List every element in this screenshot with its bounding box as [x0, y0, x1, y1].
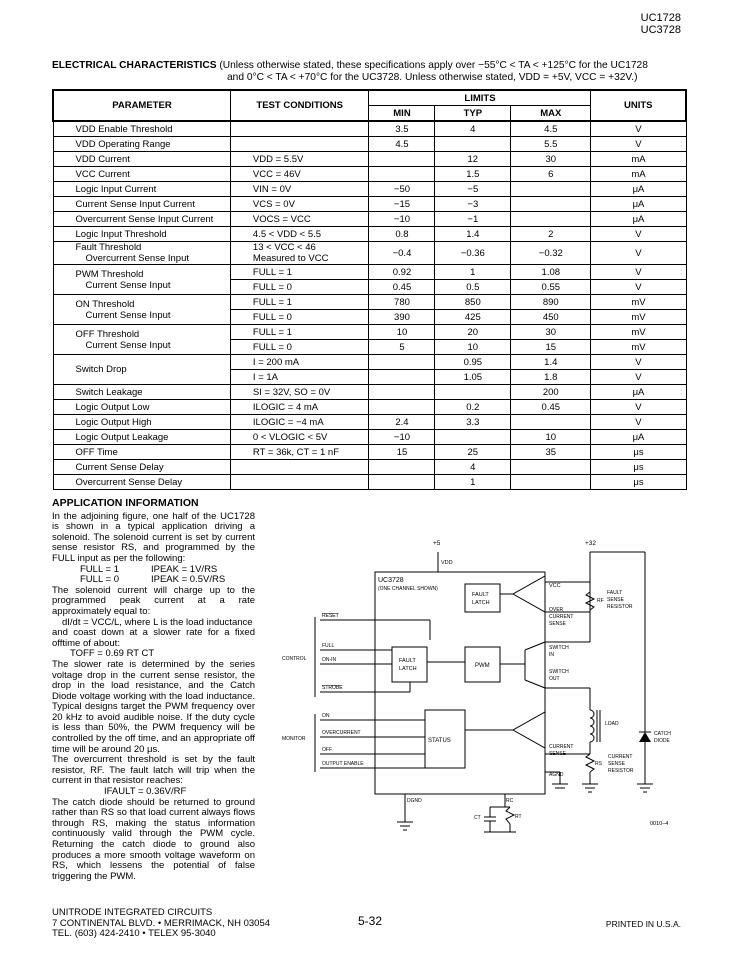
test-cell	[230, 137, 369, 152]
max-cell: 30	[511, 152, 591, 167]
max-cell	[511, 475, 591, 490]
min-cell	[369, 460, 435, 475]
min-cell: −10	[369, 430, 435, 445]
ec-conditions-line1: (Unless otherwise stated, these specifications apply over −55°C < TA < +125°C for the UC1728	[219, 60, 648, 71]
table-row	[53, 415, 686, 430]
svg-text:DGND: DGND	[407, 798, 422, 804]
test-cell: 4.5 < VDD < 5.5	[230, 227, 369, 242]
typ-cell: −3	[435, 197, 511, 212]
min-cell: 2.4	[369, 415, 435, 430]
table-row	[53, 460, 686, 475]
max-cell	[511, 182, 591, 197]
param-cell: Switch Leakage	[53, 385, 230, 400]
test-cell: 0 < VLOGIC < 5V	[230, 430, 369, 445]
u-cell: mV	[591, 340, 686, 355]
unit-cell: V	[591, 227, 686, 242]
svg-text:SWITCH: SWITCH	[549, 669, 569, 675]
max-cell: 35	[511, 445, 591, 460]
part-numbers	[641, 12, 681, 36]
test-cell: FULL = 0	[230, 310, 369, 325]
max-cell: 30	[511, 325, 591, 340]
svg-text:RF: RF	[597, 598, 604, 604]
table-row	[53, 265, 686, 280]
param-cell: Current Sense Delay	[53, 460, 230, 475]
application-information	[52, 498, 255, 882]
svg-text:IN: IN	[549, 652, 554, 658]
svg-text:STROBE: STROBE	[322, 685, 343, 691]
svg-text:VDD: VDD	[441, 560, 453, 566]
svg-text:SWITCH: SWITCH	[549, 645, 569, 651]
table-row	[53, 400, 686, 415]
app-equation: TOFF = 0.69 RT CT	[70, 648, 155, 660]
typ-cell: 1	[435, 475, 511, 490]
typ-cell	[435, 385, 511, 400]
param-cell: Logic Output High	[53, 415, 230, 430]
svg-text:SENSE: SENSE	[607, 597, 624, 603]
table-row	[53, 212, 686, 227]
max-cell: 15	[511, 340, 591, 355]
param-cell: Switch Drop	[53, 355, 230, 385]
max-cell: 6	[511, 167, 591, 182]
max-cell: 890	[511, 295, 591, 310]
typ-cell: −5	[435, 182, 511, 197]
typ-cell: 10	[435, 340, 511, 355]
svg-text:LOAD: LOAD	[605, 721, 619, 727]
param-cell: Logic Output Leakage	[53, 430, 230, 445]
app-paragraph: The overcurrent threshold is set by the fault resistor, RF. The fault latch will trip when the current in that resistor reaches:	[52, 754, 255, 787]
part-number-1: UC1728	[640, 12, 681, 24]
ec-conditions-line2: and 0°C < TA < +70°C for the UC3728. Unless otherwise stated, VDD = +5V, VCC = +32V.)	[227, 72, 638, 83]
max-cell: 4.5	[511, 121, 591, 137]
svg-text:RESISTOR: RESISTOR	[608, 768, 634, 774]
table-row	[53, 152, 686, 167]
header-limits: LIMITS	[369, 90, 591, 106]
unit-cell: V	[591, 137, 686, 152]
test-cell: I = 1A	[230, 370, 369, 385]
company-name: UNITRODE INTEGRATED CIRCUITS	[52, 907, 213, 918]
table-row	[53, 445, 686, 460]
svg-text:+5: +5	[433, 540, 441, 547]
app-paragraph: dI/dt = VCC/L, where L is the load inductance	[62, 616, 253, 628]
unit-cell: μs	[591, 445, 686, 460]
page-number: 5-32	[358, 914, 383, 928]
svg-text:STATUS: STATUS	[428, 738, 451, 744]
app-paragraph: The slower rate is determined by the series voltage drop in the current sense resistor, the drop in the load resistance, and the Catch Diode voltage working with the load inductance. Typical designs target the PWM frequency over 20 kHz to avoid audible noise. If the duty cycle is less than 50%, the PWM frequency will be controlled by the off time, and an appropriate off time will be around 20 μs.	[52, 658, 255, 755]
svg-text:FAULT: FAULT	[472, 592, 489, 598]
test-cell: FULL = 0	[230, 340, 369, 355]
param-cell: Fault Threshold Overcurrent Sense Input	[53, 242, 230, 265]
max-cell	[511, 212, 591, 227]
test-cell: FULL = 1	[230, 325, 369, 340]
param-cell: VDD Operating Range	[53, 137, 230, 152]
u-cell: V	[591, 242, 686, 265]
min-cell: −10	[369, 212, 435, 227]
ec-title: ELECTRICAL CHARACTERISTICS	[52, 60, 217, 71]
test-cell: VCC = 46V	[230, 167, 369, 182]
min-cell	[369, 385, 435, 400]
unit-cell: μs	[591, 460, 686, 475]
min-cell: 780	[369, 295, 435, 310]
min-cell: −15	[369, 197, 435, 212]
unit-cell: μs	[591, 475, 686, 490]
table-row	[53, 167, 686, 182]
svg-text:(ONE CHANNEL SHOWN): (ONE CHANNEL SHOWN)	[378, 586, 438, 592]
min-cell: 0.8	[369, 227, 435, 242]
app-equation: IFAULT = 0.36V/RF	[104, 786, 187, 798]
typ-cell: 1.4	[435, 227, 511, 242]
svg-text:OVER: OVER	[549, 607, 564, 613]
company-phone: TEL. (603) 424-2410 • TELEX 95-3040	[52, 928, 216, 939]
svg-text:CATCH: CATCH	[654, 731, 671, 737]
company-street: 7 CONTINENTAL BLVD. • MERRIMACK, NH 03054	[52, 917, 271, 929]
header-parameter: PARAMETER	[53, 90, 230, 121]
svg-text:RT: RT	[515, 814, 522, 820]
min-cell: 390	[369, 310, 435, 325]
svg-text:OFF: OFF	[322, 747, 332, 753]
svg-text:FAULT: FAULT	[607, 590, 623, 596]
header-typ: TYP	[435, 106, 511, 122]
table-row	[53, 430, 686, 445]
typ-cell: 0.2	[435, 400, 511, 415]
u-cell: V	[591, 355, 686, 370]
typ-cell: 1	[435, 265, 511, 280]
app-title: APPLICATION INFORMATION	[52, 497, 199, 509]
test-cell: VDD = 5.5V	[230, 152, 369, 167]
header-units: UNITS	[591, 90, 686, 121]
typ-cell: 1.05	[435, 370, 511, 385]
svg-text:AGND: AGND	[549, 772, 564, 778]
app-paragraph: The catch diode should be returned to ground rather than RS so that load current always flows through RS, making the status information continuously valid through the PWM cycle. Returning the catch diode to ground also produces a more smooth voltage waveform on RS, which lessens the potential of false triggering the PWM.	[52, 796, 255, 882]
typ-cell: 4	[435, 460, 511, 475]
svg-text:OVERCURRENT: OVERCURRENT	[322, 730, 361, 736]
unit-cell: μA	[591, 182, 686, 197]
table-row	[53, 475, 686, 490]
param-cell: Logic Input Current	[53, 182, 230, 197]
max-cell	[511, 415, 591, 430]
svg-text:0010–4: 0010–4	[650, 821, 669, 827]
company-address	[52, 908, 270, 940]
svg-text:SENSE: SENSE	[608, 761, 625, 767]
typ-cell: 425	[435, 310, 511, 325]
application-circuit-diagram	[270, 532, 690, 842]
test-cell: VIN = 0V	[230, 182, 369, 197]
min-cell	[369, 167, 435, 182]
typ-cell: 12	[435, 152, 511, 167]
test-cell	[230, 121, 369, 137]
min-cell	[369, 152, 435, 167]
test-cell: I = 200 mA	[230, 355, 369, 370]
param-cell: Overcurrent Sense Input Current	[53, 212, 230, 227]
table-row	[53, 227, 686, 242]
typ-cell: 25	[435, 445, 511, 460]
svg-text:RC: RC	[506, 798, 514, 804]
max-cell: 200	[511, 385, 591, 400]
u-cell: V	[591, 370, 686, 385]
svg-text:RESISTOR: RESISTOR	[607, 604, 633, 610]
max-cell: 1.4	[511, 355, 591, 370]
table-row	[53, 197, 686, 212]
param-cell: VDD Current	[53, 152, 230, 167]
test-cell: 13 < VCC < 46 Measured to VCC	[230, 242, 369, 265]
max-cell: 0.45	[511, 400, 591, 415]
unit-cell: V	[591, 400, 686, 415]
svg-text:OUTPUT ENABLE: OUTPUT ENABLE	[322, 761, 364, 767]
app-paragraph: The solenoid current will charge up to the programmed peak current at a rate approximately equal to:	[52, 584, 255, 617]
unit-cell: μA	[591, 212, 686, 227]
min-cell: 3.5	[369, 121, 435, 137]
typ-cell: 850	[435, 295, 511, 310]
min-cell	[369, 355, 435, 370]
max-cell	[511, 460, 591, 475]
max-cell: 2	[511, 227, 591, 242]
min-cell: 15	[369, 445, 435, 460]
typ-cell: −1	[435, 212, 511, 227]
param-cell: Overcurrent Sense Delay	[53, 475, 230, 490]
table-row	[53, 355, 686, 370]
param-cell: OFF Time	[53, 445, 230, 460]
unit-cell: mA	[591, 152, 686, 167]
svg-text:RESET: RESET	[322, 613, 339, 619]
param-cell: Current Sense Input Current	[53, 197, 230, 212]
min-cell: −0.4	[369, 242, 435, 265]
table-row	[53, 182, 686, 197]
spec-table	[52, 89, 687, 490]
typ-cell: 3.3	[435, 415, 511, 430]
max-cell: 1.8	[511, 370, 591, 385]
unit-cell: μA	[591, 197, 686, 212]
svg-text:SENSE: SENSE	[549, 751, 566, 757]
svg-text:DIODE: DIODE	[654, 738, 670, 744]
typ-cell: 0.95	[435, 355, 511, 370]
u-cell: mV	[591, 310, 686, 325]
min-cell: 0.92	[369, 265, 435, 280]
table-row	[53, 121, 686, 137]
unit-cell: V	[591, 415, 686, 430]
test-cell: FULL = 1	[230, 265, 369, 280]
svg-text:LATCH: LATCH	[399, 666, 417, 672]
part-number-2: UC3728	[640, 24, 681, 36]
svg-text:UC3728: UC3728	[378, 577, 404, 584]
param-cell: OFF Threshold Current Sense Input	[53, 325, 230, 355]
app-paragraph: In the adjoining figure, one half of the UC1728 is shown in a typical application driving a solenoid. The solenoid current is set by current sense resistor RS, and programmed by the FULL input as per the following:	[52, 510, 255, 564]
electrical-characteristics-heading	[52, 60, 692, 84]
svg-text:+32: +32	[585, 540, 597, 547]
min-cell: 5	[369, 340, 435, 355]
u-cell: mV	[591, 325, 686, 340]
svg-text:FAULT: FAULT	[399, 658, 416, 664]
typ-cell	[435, 430, 511, 445]
typ-cell: 1.5	[435, 167, 511, 182]
typ-cell: −0.36	[435, 242, 511, 265]
printed-in: PRINTED IN U.S.A.	[605, 919, 681, 929]
table-row	[53, 295, 686, 310]
min-cell	[369, 400, 435, 415]
header-test-conditions: TEST CONDITIONS	[230, 90, 369, 121]
max-cell: 5.5	[511, 137, 591, 152]
param-cell: ON Threshold Current Sense Input	[53, 295, 230, 325]
table-row	[53, 137, 686, 152]
param-cell: VCC Current	[53, 167, 230, 182]
svg-text:LATCH: LATCH	[472, 600, 490, 606]
param-cell: Logic Input Threshold	[53, 227, 230, 242]
param-cell: Logic Output Low	[53, 400, 230, 415]
svg-text:MONITOR: MONITOR	[282, 736, 306, 742]
test-cell: FULL = 1	[230, 295, 369, 310]
min-cell	[369, 475, 435, 490]
max-cell: 10	[511, 430, 591, 445]
u-cell: V	[591, 280, 686, 295]
svg-text:RS: RS	[595, 761, 602, 767]
test-cell: VOCS = VCC	[230, 212, 369, 227]
test-cell: FULL = 0	[230, 280, 369, 295]
unit-cell: μA	[591, 430, 686, 445]
unit-cell: V	[591, 121, 686, 137]
min-cell: 10	[369, 325, 435, 340]
typ-cell: 0.5	[435, 280, 511, 295]
max-cell	[511, 197, 591, 212]
svg-text:CURRENT: CURRENT	[549, 614, 574, 620]
test-cell: ILOGIC = 4 mA	[230, 400, 369, 415]
header-min: MIN	[369, 106, 435, 122]
min-cell	[369, 370, 435, 385]
test-cell: VCS = 0V	[230, 197, 369, 212]
max-cell: 450	[511, 310, 591, 325]
test-cell	[230, 475, 369, 490]
svg-text:ON: ON	[322, 713, 330, 719]
svg-text:SENSE: SENSE	[549, 621, 566, 627]
unit-cell: μA	[591, 385, 686, 400]
min-cell: 0.45	[369, 280, 435, 295]
svg-text:ON-IN: ON-IN	[322, 657, 337, 663]
min-cell: 4.5	[369, 137, 435, 152]
max-cell: 0.55	[511, 280, 591, 295]
svg-text:CURRENT: CURRENT	[549, 744, 574, 750]
typ-cell: 4	[435, 121, 511, 137]
svg-text:CURRENT: CURRENT	[608, 754, 633, 760]
app-equation: FULL = 0 IPEAK = 0.5V/RS	[80, 574, 226, 586]
svg-text:OUT: OUT	[549, 676, 560, 682]
svg-text:CONTROL: CONTROL	[282, 656, 307, 662]
test-cell: SI = 32V, SO = 0V	[230, 385, 369, 400]
max-cell: −0.32	[511, 242, 591, 265]
u-cell: mV	[591, 295, 686, 310]
param-cell: PWM Threshold Current Sense Input	[53, 265, 230, 295]
typ-cell: 20	[435, 325, 511, 340]
header-max: MAX	[511, 106, 591, 122]
max-cell: 1.08	[511, 265, 591, 280]
table-row	[53, 385, 686, 400]
u-cell: V	[591, 265, 686, 280]
spec-table-body	[53, 121, 686, 490]
table-row	[53, 242, 686, 265]
svg-text:FULL: FULL	[322, 643, 335, 649]
test-cell: RT = 36k, CT = 1 nF	[230, 445, 369, 460]
unit-cell: mA	[591, 167, 686, 182]
test-cell	[230, 460, 369, 475]
typ-cell	[435, 137, 511, 152]
min-cell: −50	[369, 182, 435, 197]
svg-text:PWM: PWM	[475, 663, 490, 669]
svg-text:CT: CT	[474, 815, 481, 821]
table-row	[53, 325, 686, 340]
param-cell: VDD Enable Threshold	[53, 121, 230, 137]
app-equation: FULL = 1 IPEAK = 1V/RS	[80, 563, 218, 575]
svg-text:VCC: VCC	[549, 583, 561, 589]
app-paragraph: and coast down at a slower rate for a fixed offtime of about:	[52, 627, 255, 649]
test-cell: ILOGIC = −4 mA	[230, 415, 369, 430]
